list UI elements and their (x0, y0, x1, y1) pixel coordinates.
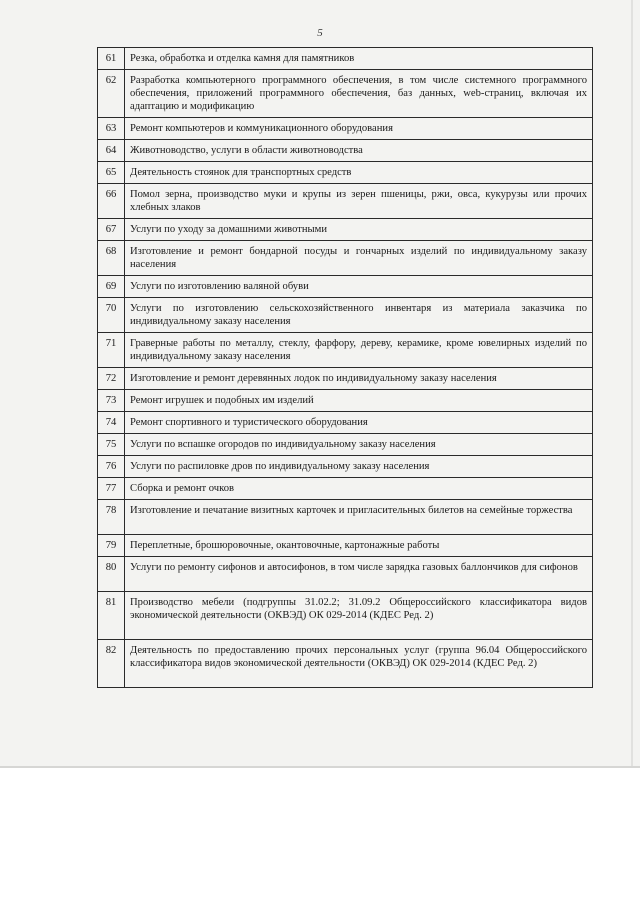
row-number: 65 (98, 162, 125, 184)
page-number: 5 (317, 27, 323, 39)
table-row (98, 456, 593, 478)
table-row (98, 434, 593, 456)
row-number: 66 (98, 184, 125, 219)
table-row (98, 162, 593, 184)
row-number: 61 (98, 48, 125, 70)
row-text: Граверные работы по металлу, стеклу, фарфору, дереву, керамике, кроме ювелирных изделий по индивидуальному заказу населения (125, 333, 593, 368)
row-number: 76 (98, 456, 125, 478)
row-number: 82 (98, 640, 125, 688)
row-number: 73 (98, 390, 125, 412)
table-row (98, 276, 593, 298)
row-number: 62 (98, 70, 125, 118)
table-row (98, 70, 593, 118)
table-row (98, 241, 593, 276)
row-text: Услуги по вспашке огородов по индивидуальному заказу населения (125, 434, 593, 456)
table-row (98, 478, 593, 500)
scan-edge-right (631, 0, 633, 767)
row-number: 67 (98, 219, 125, 241)
row-text: Деятельность по предоставлению прочих персональных услуг (группа 96.04 Общероссийского классификатора видов экономической деятельности (ОКВЭД) ОК 029-2014 (КДЕС Ред. 2) (125, 640, 593, 688)
row-number: 64 (98, 140, 125, 162)
row-text: Изготовление и ремонт бондарной посуды и гончарных изделий по индивидуальному заказу населения (125, 241, 593, 276)
row-number: 72 (98, 368, 125, 390)
row-number: 79 (98, 535, 125, 557)
row-number: 70 (98, 298, 125, 333)
scan-edge-bottom (0, 766, 640, 768)
row-text: Резка, обработка и отделка камня для памятников (125, 48, 593, 70)
table-row (98, 368, 593, 390)
table-row (98, 640, 593, 688)
row-number: 69 (98, 276, 125, 298)
table-row (98, 219, 593, 241)
table-row (98, 333, 593, 368)
table-row (98, 412, 593, 434)
row-number: 77 (98, 478, 125, 500)
row-number: 80 (98, 557, 125, 592)
activities-table (97, 47, 593, 688)
row-text: Ремонт компьютеров и коммуникационного оборудования (125, 118, 593, 140)
row-text: Изготовление и печатание визитных карточек и пригласительных билетов на семейные торжества (125, 500, 593, 535)
table-row (98, 557, 593, 592)
table-row (98, 298, 593, 333)
row-text: Разработка компьютерного программного обеспечения, в том числе системного программного обеспечения, приложений программного обеспечения, баз данных, web-страниц, включая их адаптацию и модификацию (125, 70, 593, 118)
row-number: 68 (98, 241, 125, 276)
row-text: Ремонт спортивного и туристического оборудования (125, 412, 593, 434)
table-row (98, 118, 593, 140)
row-text: Услуги по распиловке дров по индивидуальному заказу населения (125, 456, 593, 478)
table-row (98, 390, 593, 412)
row-text: Производство мебели (подгруппы 31.02.2; 31.09.2 Общероссийского классификатора видов экономической деятельности (ОКВЭД) ОК 029-2014 (КДЕС Ред. 2) (125, 592, 593, 640)
table-row (98, 500, 593, 535)
row-text: Услуги по изготовлению сельскохозяйственного инвентаря из материала заказчика по индивидуальному заказу населения (125, 298, 593, 333)
row-text: Деятельность стоянок для транспортных средств (125, 162, 593, 184)
row-text: Услуги по уходу за домашними животными (125, 219, 593, 241)
table-row (98, 48, 593, 70)
row-text: Ремонт игрушек и подобных им изделий (125, 390, 593, 412)
row-number: 78 (98, 500, 125, 535)
row-text: Помол зерна, производство муки и крупы из зерен пшеницы, ржи, овса, кукурузы или прочих хлебных злаков (125, 184, 593, 219)
table-row (98, 184, 593, 219)
row-number: 75 (98, 434, 125, 456)
row-number: 71 (98, 333, 125, 368)
table-row (98, 535, 593, 557)
row-text: Переплетные, брошюровочные, окантовочные, картонажные работы (125, 535, 593, 557)
row-number: 74 (98, 412, 125, 434)
row-text: Сборка и ремонт очков (125, 478, 593, 500)
row-number: 81 (98, 592, 125, 640)
row-text: Животноводство, услуги в области животноводства (125, 140, 593, 162)
row-text: Услуги по ремонту сифонов и автосифонов, в том числе зарядка газовых баллончиков для сифонов (125, 557, 593, 592)
table-row (98, 592, 593, 640)
table-row (98, 140, 593, 162)
row-text: Услуги по изготовлению валяной обуви (125, 276, 593, 298)
row-number: 63 (98, 118, 125, 140)
row-text: Изготовление и ремонт деревянных лодок по индивидуальному заказу населения (125, 368, 593, 390)
